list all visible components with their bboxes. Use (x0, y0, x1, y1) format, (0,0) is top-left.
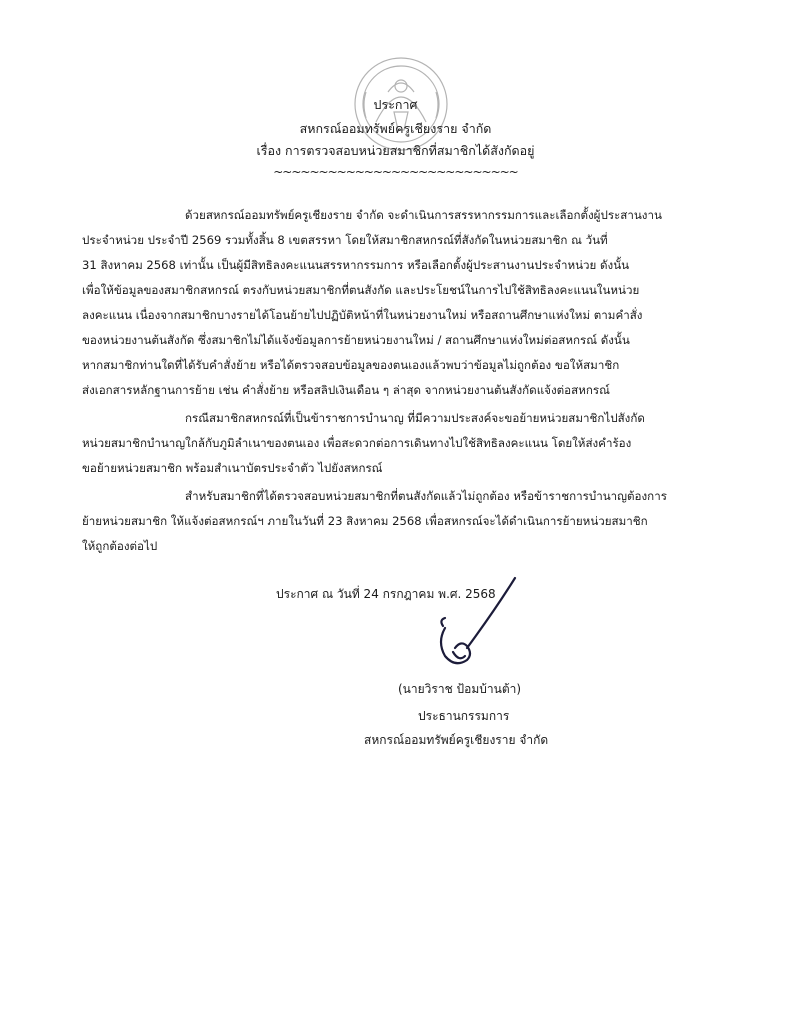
para1-line-2: ประจำหน่วย ประจำปี 2569 รวมทั้งสิ้น 8 เขตสรรหา โดยให้สมาชิกสหกรณ์ที่สังกัดในหน่วยสมาชิก ณ วันที่ (82, 233, 608, 247)
header-divider: ~~~~~~~~~~~~~~~~~~~~~~~~~~~ (273, 165, 518, 179)
para3-line-3: ให้ถูกต้องต่อไป (82, 539, 158, 553)
announcement-date: ประกาศ ณ วันที่ 24 กรกฎาคม พ.ศ. 2568 (276, 587, 496, 601)
signer-name: (นายวิราช ป้อมบ้านต้า) (398, 682, 522, 696)
para1-line-8: ส่งเอกสารหลักฐานการย้าย เช่น คำสั่งย้าย หรือสลิปเงินเดือน ๆ ล่าสุด จากหน่วยงานต้นสังกัดแจ้งต่อสหกรณ์ (82, 383, 610, 397)
document-title: ประกาศ (373, 97, 418, 112)
para1-line-6: ของหน่วยงานต้นสังกัด ซึ่งสมาชิกไม่ได้แจ้งข้อมูลการย้ายหน่วยงานใหม่ / สถานศึกษาแห่งใหม่ต่อสหกรณ์ ดังนั้น (82, 333, 630, 347)
para2-line-3: ขอย้ายหน่วยสมาชิก พร้อมสำเนาบัตรประจำตัว ไปยังสหกรณ์ (82, 461, 383, 475)
para2-line-2: หน่วยสมาชิกบำนาญใกล้กับภูมิลำเนาของตนเอง เพื่อสะดวกต่อการเดินทางไปใช้สิทธิลงคะแนน โดยให้ส่งคำร้อง (82, 436, 632, 450)
document-subject: เรื่อง การตรวจสอบหน่วยสมาชิกที่สมาชิกได้สังกัดอยู่ (256, 143, 535, 158)
para2-line-1: กรณีสมาชิกสหกรณ์ที่เป็นข้าราชการบำนาญ ที่มีความประสงค์จะขอย้ายหน่วยสมาชิกไปสังกัด (185, 411, 645, 425)
para1-line-5: ลงคะแนน เนื่องจากสมาชิกบางรายได้โอนย้ายไปปฏิบัติหน้าที่ในหน่วยงานใหม่ หรือสถานศึกษาแห่งใหม่ ตามคำสั่ง (82, 308, 643, 322)
signer-organization: สหกรณ์ออมทรัพย์ครูเชียงราย จำกัด (364, 733, 549, 747)
signer-position: ประธานกรรมการ (418, 709, 510, 723)
para3-line-1: สำหรับสมาชิกที่ได้ตรวจสอบหน่วยสมาชิกที่ตนสังกัดแล้วไม่ถูกต้อง หรือข้าราชการบำนาญต้องการ (185, 489, 667, 503)
handwritten-signature-icon (415, 570, 525, 680)
organization-name: สหกรณ์ออมทรัพย์ครูเชียงราย จำกัด (299, 121, 492, 136)
para1-line-4: เพื่อให้ข้อมูลของสมาชิกสหกรณ์ ตรงกับหน่วยสมาชิกที่ตนสังกัด และประโยชน์ในการไปใช้สิทธิลงคะแนนในหน่วย (82, 283, 640, 297)
para3-line-2: ย้ายหน่วยสมาชิก ให้แจ้งต่อสหกรณ์ฯ ภายในวันที่ 23 สิงหาคม 2568 เพื่อสหกรณ์จะได้ดำเนินการย้ายหน่วยสมาชิก (82, 514, 648, 528)
para1-line-7: หากสมาชิกท่านใดที่ได้รับคำสั่งย้าย หรือได้ตรวจสอบข้อมูลของตนเองแล้วพบว่าข้อมูลไม่ถูกต้อง ขอให้สมาชิก (82, 358, 620, 372)
para1-line-1: ด้วยสหกรณ์ออมทรัพย์ครูเชียงราย จำกัด จะดำเนินการสรรหากรรมการและเลือกตั้งผู้ประสานงาน (185, 208, 662, 222)
para1-line-3: 31 สิงหาคม 2568 เท่านั้น เป็นผู้มีสิทธิลงคะแนนสรรหากรรมการ หรือเลือกตั้งผู้ประสานงานประจำหน่วย ดังนั้น (82, 258, 630, 272)
